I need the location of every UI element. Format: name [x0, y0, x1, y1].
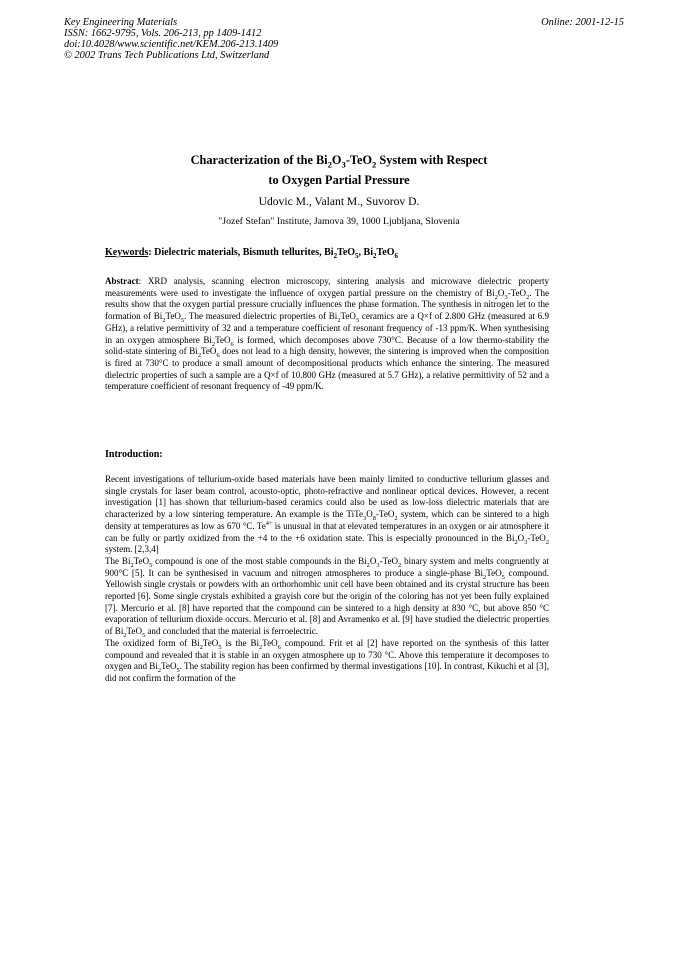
- issn-line: ISSN: 1662-9795, Vols. 206-213, pp 1409-1412: [64, 28, 262, 39]
- intro-paragraph-3: The oxidized form of $Bi_2TeO_5$ is the $Bi_2TeO_6$ compound. Frit et al [2] have reported on the synthesis of this latter compound and revealed that it is stable in an oxygen atmosphere up to 730 °C. Above this temperature it decomposes to oxygen and $Bi_2TeO_5$. The stability region has been confirmed by thermal investigations [10]. In contrast, Kikuchi et al [3], did not confirm the formation of the: [105, 637, 550, 683]
- affiliation: "Jozef Stefan" Institute, Jamova 39, 1000 Ljubljana, Slovenia: [218, 216, 460, 227]
- keywords-text: : Dielectric materials, Bismuth tellurites, Bi: [148, 247, 334, 258]
- title-line-2: to Oxygen Partial Pressure: [268, 173, 410, 187]
- keywords-label: Keywords: [105, 247, 149, 258]
- introduction-body: [105, 474, 549, 685]
- abstract: [105, 276, 549, 393]
- intro-paragraph-1: Recent investigations of tellurium-oxide based materials have been mainly limited to conductive tellurium glasses and single crystals for laser beam control, acousto-optic, photo-refractive and nonlinear optical devices. However, a recent investigation [1] has shown that tellurium-based ceramics could also be used as low-loss dielectric materials that are characterized by a low sintering temperature. An example is the $TiTe_3O_8-TeO_2$ system, which can be sintered to a high density at temperatures as low as 670 °C. $Te^{4+}$ is unusual in that at elevated temperatures in an oxygen or air atmosphere it can be fully or partly oxidized from the +4 to the +6 oxidation state. This is especially pronounced in the $Bi_2O_3-TeO_2$ system. [2,3,4]: [105, 474, 549, 555]
- title-line-1: Characterization of the $Bi_2O_3-TeO_2$ System with Respect: [190, 153, 488, 170]
- intro-paragraph-2: The $Bi_2TeO_5$ compound is one of the most stable compounds in the $Bi_2O_3-TeO_2$ binary system and melts congruently at 900°C [5]. It can be synthesised in vacuum and nitrogen atmospheres to produce a single-phase $Bi_2TeO_5$ compound. Yellowish single crystals or powders with an orthorhombic unit cell have been obtained and its crystal structure has been reported [6]. Some single crystals exhibited a grayish core but the origin of the coloring has not yet been fully explained [7]. Mercurio et al. [8] have reported that the compound can be sintered to a high density at 830 °C, but above 850 °C evaporation of tellurium dioxide occurs. Mercurio et al. [8] and Avramenko et al. [9] have studied the dielectric properties of $Bi_2TeO_5$ and concluded that the material is ferroelectric.: [105, 555, 550, 639]
- copyright-line: © 2002 Trans Tech Publications Ltd, Switzerland: [64, 50, 270, 61]
- keywords: Keywords: Dielectric materials, Bismuth tellurites, $Bi_2TeO_5$, $Bi_2TeO_6$: [105, 247, 398, 260]
- abstract-body: : XRD analysis, scanning electron microscopy, sintering analysis and microwave dielectric property measurements were used to investigate the influence of oxygen partial pressure on the chemistry of $Bi_2O_3-TeO_2$. The results show that the oxygen partial pressure crucially influences the phase formation. The synthesis in nitrogen let to the formation of $Bi_2TeO_5$. The measured dielectric properties of $Bi_2TeO_5$ ceramics are a Q×f of 2.800 GHz (measured at 6.9 GHz), a relative permittivity of 32 and a temperature coefficient of resonant frequency of -13 ppm/K. When synthesising in an oxygen atmosphere $Bi_2TeO_6$ is formed, which decomposes above 730°C. Because of a low thermo-stability the solid-state sintering of $Bi_2TeO_6$ does not lead to a high density, however, the sintering is improved when the composition is fired at 730°C to produce a small amount of decompositional products which enhance the sintering. The measured dielectric properties of such a sample are a Q×f of 10.800 GHz (measured at 5.7 GHz), a relative permittivity of 52 and a temperature coefficient of resonant frequency of -49 ppm/K.: [105, 276, 549, 392]
- introduction-heading: Introduction:: [105, 449, 163, 460]
- online-date: Online: 2001-12-15: [541, 17, 624, 28]
- paper-title: [104, 150, 574, 190]
- journal-name: Key Engineering Materials: [64, 17, 178, 28]
- authors: Udovic M., Valant M., Suvorov D.: [258, 195, 420, 208]
- doi-line: doi:10.4028/www.scientific.net/KEM.206-213.1409: [64, 39, 279, 50]
- journal-header: [64, 17, 624, 61]
- abstract-label: Abstract: [105, 276, 139, 286]
